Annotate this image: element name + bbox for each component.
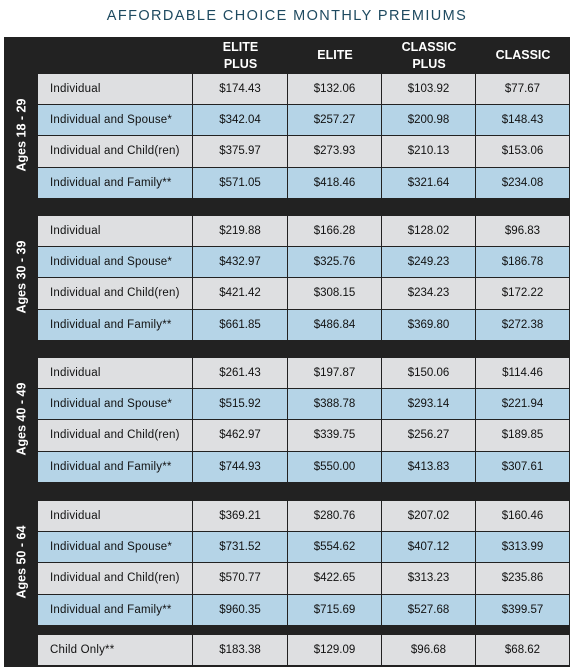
premium-cell: $413.83 [382, 452, 476, 483]
premium-cell: $103.92 [382, 74, 476, 105]
premium-cell: $715.69 [288, 595, 382, 626]
premium-cell: $200.98 [382, 105, 476, 136]
premium-cell: $462.97 [193, 420, 288, 451]
premium-cell: $313.99 [476, 532, 570, 563]
premium-cell: $515.92 [193, 389, 288, 420]
premium-cell: $369.21 [193, 501, 288, 532]
premium-cell: $273.93 [288, 136, 382, 167]
premium-cell: $256.27 [382, 420, 476, 451]
premium-cell: $418.46 [288, 168, 382, 199]
row-label: Individual and Spouse* [38, 389, 193, 420]
premium-cell: $261.43 [193, 358, 288, 389]
premium-cell: $293.14 [382, 389, 476, 420]
premium-cell: $280.76 [288, 501, 382, 532]
premium-cell: $166.28 [288, 216, 382, 247]
premium-cell: $189.85 [476, 420, 570, 451]
premium-cell: $160.46 [476, 501, 570, 532]
premium-cell: $249.23 [382, 247, 476, 278]
premium-cell: $486.84 [288, 310, 382, 341]
row-label: Individual and Family** [38, 452, 193, 483]
column-header: ELITE [317, 48, 353, 62]
premium-cell: $571.05 [193, 168, 288, 199]
row-label: Individual and Child(ren) [38, 278, 193, 309]
age-group-label: Ages 50 - 64 [14, 525, 29, 599]
premium-cell: $407.12 [382, 532, 476, 563]
row-label: Individual [38, 74, 193, 105]
premium-cell: $731.52 [193, 532, 288, 563]
premium-cell: $114.46 [476, 358, 570, 389]
premium-cell: $150.06 [382, 358, 476, 389]
premium-cell: $388.78 [288, 389, 382, 420]
row-label: Individual and Child(ren) [38, 136, 193, 167]
premium-cell: $570.77 [193, 563, 288, 594]
premium-cell: $234.08 [476, 168, 570, 199]
premium-cell: $661.85 [193, 310, 288, 341]
premium-cell: $308.15 [288, 278, 382, 309]
row-label: Individual and Family** [38, 168, 193, 199]
premium-cell: $432.97 [193, 247, 288, 278]
row-label: Individual [38, 358, 193, 389]
age-group-label: Ages 18 - 29 [14, 98, 29, 172]
row-label: Individual and Child(ren) [38, 420, 193, 451]
premium-cell: $272.38 [476, 310, 570, 341]
column-header: CLASSIC PLUS [401, 39, 457, 71]
premium-cell: $960.35 [193, 595, 288, 626]
row-label: Individual and Family** [38, 595, 193, 626]
premium-cell: $174.43 [193, 74, 288, 105]
row-label: Individual [38, 501, 193, 532]
premium-cell: $550.00 [288, 452, 382, 483]
premium-cell: $172.22 [476, 278, 570, 309]
row-label: Individual and Family** [38, 310, 193, 341]
premium-cell: $210.13 [382, 136, 476, 167]
premium-cell: $744.93 [193, 452, 288, 483]
column-header: ELITE PLUS [222, 39, 259, 71]
premium-cell: $307.61 [476, 452, 570, 483]
premium-cell: $321.64 [382, 168, 476, 199]
row-label: Individual and Spouse* [38, 247, 193, 278]
premium-cell: $399.57 [476, 595, 570, 626]
premium-cell: $342.04 [193, 105, 288, 136]
premium-cell: $325.76 [288, 247, 382, 278]
premium-cell: $207.02 [382, 501, 476, 532]
premium-cell: $221.94 [476, 389, 570, 420]
premium-cell: $234.23 [382, 278, 476, 309]
premium-cell: $339.75 [288, 420, 382, 451]
row-label: Individual and Spouse* [38, 532, 193, 563]
premium-cell: $527.68 [382, 595, 476, 626]
premium-cell: $153.06 [476, 136, 570, 167]
row-label: Individual and Child(ren) [38, 563, 193, 594]
premium-cell: $421.42 [193, 278, 288, 309]
age-group-label: Ages 40 - 49 [14, 382, 29, 456]
column-header: CLASSIC [495, 48, 551, 62]
premium-cell: $96.68 [382, 635, 476, 666]
premium-cell: $183.38 [193, 635, 288, 666]
premium-cell: $197.87 [288, 358, 382, 389]
premium-cell: $219.88 [193, 216, 288, 247]
premiums-table [4, 37, 570, 667]
premium-cell: $132.06 [288, 74, 382, 105]
premium-cell: $77.67 [476, 74, 570, 105]
premium-cell: $186.78 [476, 247, 570, 278]
row-label: Individual and Spouse* [38, 105, 193, 136]
premium-cell: $257.27 [288, 105, 382, 136]
premium-cell: $235.86 [476, 563, 570, 594]
premium-cell: $375.97 [193, 136, 288, 167]
premium-cell: $369.80 [382, 310, 476, 341]
premium-cell: $129.09 [288, 635, 382, 666]
row-label: Individual [38, 216, 193, 247]
premium-cell: $422.65 [288, 563, 382, 594]
premium-cell: $148.43 [476, 105, 570, 136]
premium-cell: $554.62 [288, 532, 382, 563]
premium-cell: $128.02 [382, 216, 476, 247]
premium-cell: $68.62 [476, 635, 570, 666]
page-title: AFFORDABLE CHOICE MONTHLY PREMIUMS [106, 8, 468, 24]
age-group-label: Ages 30 - 39 [14, 240, 29, 314]
premium-cell: $313.23 [382, 563, 476, 594]
premium-cell: $96.83 [476, 216, 570, 247]
row-label: Child Only** [38, 635, 193, 666]
